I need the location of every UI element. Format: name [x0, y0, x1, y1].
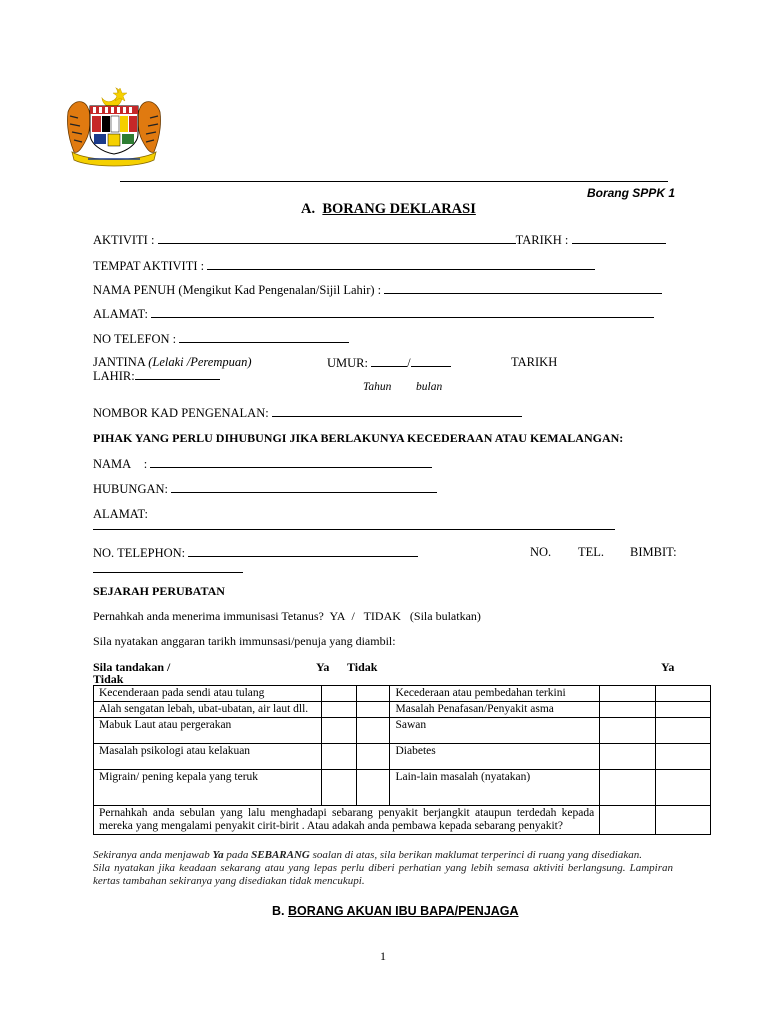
nombor-kp-field[interactable] [272, 405, 522, 417]
aktiviti-field[interactable] [158, 232, 516, 244]
nombor-kp-row [93, 405, 522, 421]
note-paragraph-2: Sila nyatakan jika keadaan sekarang atau yang lepas perlu diberi perhatian yang lebih semasa aktiviti berlangsung. Lampiran kertas tambahan sekiranya yang disediakan tidak mencukupi. [93, 862, 673, 887]
emergency-telephon-row [93, 545, 418, 561]
note-paragraph-1 [93, 849, 673, 862]
tarikh-lahir-word-2: LAHIR: [93, 369, 135, 383]
checkbox-ya[interactable] [600, 744, 656, 770]
umur-row [327, 355, 451, 371]
checkbox-tidak[interactable] [356, 770, 390, 806]
table-row [94, 806, 711, 835]
checkbox-tidak[interactable] [656, 686, 711, 702]
checkbox-ya[interactable] [600, 702, 656, 718]
nama-penuh-row [93, 282, 662, 298]
emergency-nama-label: NAMA [93, 457, 132, 471]
checkbox-ya[interactable] [321, 702, 356, 718]
tarikh-label: TARIKH : [515, 233, 569, 247]
emergency-alamat-field[interactable] [93, 518, 615, 530]
no-telefon-label: NO TELEFON : [93, 332, 177, 346]
checkbox-tidak[interactable] [656, 770, 711, 806]
umur-label: UMUR: [327, 356, 368, 370]
checkbox-ya[interactable] [321, 744, 356, 770]
medical-history-table [93, 685, 711, 835]
tarikh-lahir-field[interactable] [135, 368, 220, 380]
coat-of-arms-logo [64, 82, 164, 168]
alamat-label: ALAMAT: [93, 307, 148, 321]
bimbit-label: BIMBIT: [630, 545, 677, 559]
condition-right: Kecederaan atau pembedahan terkini [390, 686, 600, 702]
section-a-prefix: A. [301, 201, 316, 217]
checkbox-ya[interactable] [321, 686, 356, 702]
umur-separator: / [407, 356, 411, 370]
checkbox-ya[interactable] [321, 770, 356, 806]
condition-left: Migrain/ pening kepala yang teruk [94, 770, 322, 806]
note-text: soalan di atas, sila berikan maklumat terperinci di ruang yang disediakan. [309, 849, 642, 861]
checkbox-ya[interactable] [600, 718, 656, 744]
note-text: Sekiranya anda menjawab [93, 849, 213, 861]
condition-right: Lain-lain masalah (nyatakan) [390, 770, 600, 806]
checkbox-ya[interactable] [600, 686, 656, 702]
nama-penuh-label: NAMA PENUH (Mengikut Kad Pengenalan/Sijil Lahir) : [93, 283, 382, 297]
section-b-title: BORANG AKUAN IBU BAPA/PENJAGA [287, 904, 519, 918]
bulan-label: bulan [416, 381, 443, 393]
note-ya: Ya [212, 849, 224, 861]
table-row [94, 744, 711, 770]
bimbit-no: NO. [530, 545, 552, 559]
immunisation-date-question: Sila nyatakan anggaran tarikh immunsasi/penuja yang diambil: [93, 634, 396, 648]
emergency-hubungan-row [93, 481, 437, 497]
alamat-field[interactable] [151, 306, 654, 318]
condition-left: Alah sengatan lebah, ubat-ubatan, air laut dll. [94, 702, 322, 718]
header-rule [120, 181, 668, 182]
tetanus-hint: (Sila bulatkan) [409, 609, 481, 623]
checkbox-ya[interactable] [321, 718, 356, 744]
condition-left: Kecenderaan pada sendi atau tulang [94, 686, 322, 702]
checkbox-tidak[interactable] [656, 806, 711, 835]
aktiviti-label: AKTIVITI : [93, 233, 155, 247]
table-row [94, 718, 711, 744]
emergency-nama-field[interactable] [150, 456, 432, 468]
tetanus-row [93, 609, 481, 624]
tetanus-tidak[interactable]: TIDAK [363, 609, 401, 623]
condition-right: Sawan [390, 718, 600, 744]
medical-heading: SEJARAH PERUBATAN [93, 584, 225, 598]
infectious-disease-question: Pernahkah anda sebulan yang lalu menghadapi sebarang penyakit berjangkit ataupun terdedah kepada mereka yang mengalami penyakit cirit-birit . Atau adakah anda pembawa kepada sebarang penyakit? [94, 806, 600, 835]
jantina-options: (Lelaki /Perempuan) [148, 355, 252, 369]
nombor-kp-label: NOMBOR KAD PENGENALAN: [93, 406, 269, 420]
section-a-title: BORANG DEKLARASI [322, 201, 476, 217]
page-number: 1 [380, 949, 386, 963]
emergency-hubungan-label: HUBUNGAN: [93, 482, 168, 496]
section-a-heading [301, 201, 476, 218]
checkbox-tidak[interactable] [656, 718, 711, 744]
checkbox-ya[interactable] [600, 806, 656, 835]
section-b-prefix: B. [272, 904, 285, 918]
checkbox-tidak[interactable] [356, 686, 390, 702]
emergency-telephon-field[interactable] [188, 545, 418, 557]
emergency-nama-row [93, 456, 432, 472]
condition-right: Masalah Penafasan/Penyakit asma [390, 702, 600, 718]
table-row [94, 686, 711, 702]
note-text: pada [223, 849, 252, 861]
tarikh-lahir-row [93, 368, 220, 384]
form-code: Borang SPPK 1 [586, 186, 675, 200]
checkbox-tidak[interactable] [356, 718, 390, 744]
checkbox-tidak[interactable] [356, 744, 390, 770]
tetanus-question: Pernahkah anda menerima immunisasi Tetanus? [93, 609, 324, 623]
condition-left: Mabuk Laut atau pergerakan [94, 718, 322, 744]
tick-instruction-1: Sila tandakan / [93, 660, 171, 674]
tempat-aktiviti-row [93, 258, 595, 274]
bimbit-field[interactable] [93, 561, 243, 573]
emergency-telephon-label: NO. TELEPHON: [93, 546, 186, 560]
aktiviti-row [93, 232, 666, 248]
column-ya-right: Ya [661, 660, 675, 674]
tahun-label: Tahun [363, 381, 392, 393]
note-sebarang: SEBARANG [251, 849, 310, 861]
section-b-heading [272, 904, 519, 918]
table-row [94, 770, 711, 806]
umur-tahun-field[interactable] [371, 355, 407, 367]
tarikh-field[interactable] [572, 232, 666, 244]
tarikh-lahir-word-1: TARIKH [511, 355, 558, 369]
emergency-nama-colon: : [143, 457, 148, 471]
no-telefon-row [93, 331, 349, 347]
condition-left: Masalah psikologi atau kelakuan [94, 744, 322, 770]
umur-bulan-field[interactable] [411, 355, 451, 367]
checkbox-tidak[interactable] [656, 744, 711, 770]
column-tidak: Tidak [347, 660, 378, 674]
jantina-text: JANTINA [93, 355, 146, 369]
tempat-aktiviti-label: TEMPAT AKTIVITI : [93, 259, 205, 273]
emergency-hubungan-field[interactable] [171, 481, 437, 493]
alamat-row [93, 306, 654, 322]
bimbit-tel: TEL. [578, 545, 605, 559]
checkbox-tidak[interactable] [356, 702, 390, 718]
nama-penuh-field[interactable] [384, 282, 662, 294]
no-telefon-field[interactable] [179, 331, 349, 343]
condition-right: Diabetes [390, 744, 600, 770]
column-ya-left: Ya [316, 660, 330, 674]
table-row [94, 702, 711, 718]
tempat-aktiviti-field[interactable] [207, 258, 595, 270]
emergency-alamat-label: ALAMAT: [93, 507, 148, 521]
tetanus-ya[interactable]: YA [329, 609, 346, 623]
checkbox-tidak[interactable] [656, 702, 711, 718]
tick-instruction-2: Tidak [93, 672, 124, 686]
tetanus-separator: / [351, 609, 355, 623]
checkbox-ya[interactable] [600, 770, 656, 806]
emergency-heading: PIHAK YANG PERLU DIHUBUNGI JIKA BERLAKUNYA KECEDERAAN ATAU KEMALANGAN: [93, 431, 624, 445]
